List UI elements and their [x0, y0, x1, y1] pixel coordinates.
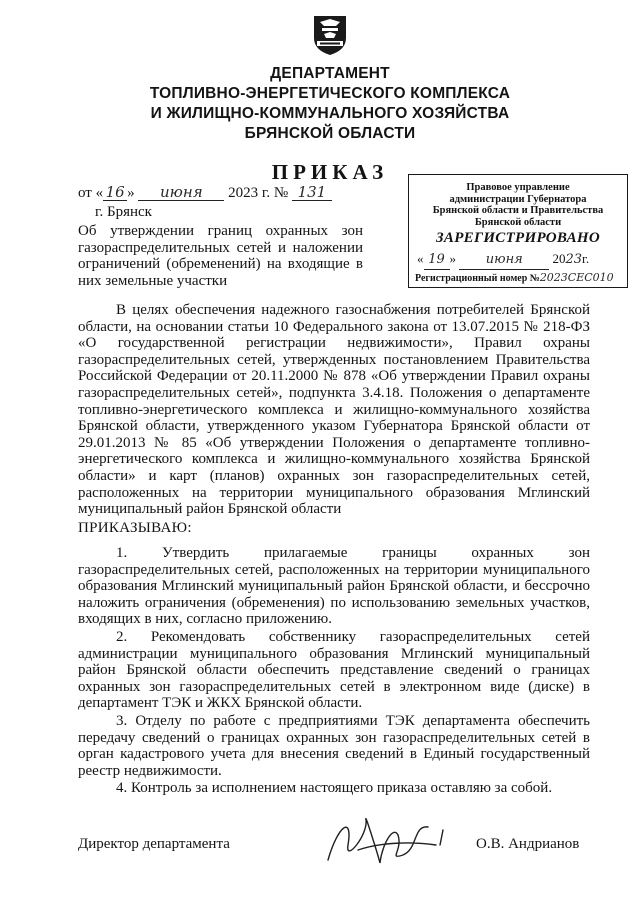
signature-position: Директор департамента	[78, 836, 230, 852]
decree-word: ПРИКАЗЫВАЮ:	[78, 520, 192, 536]
registration-date: « 19 » июня 2023г.	[417, 253, 589, 270]
registration-org-line: Брянской области и Правительства	[432, 205, 604, 216]
order-month: июня	[138, 183, 224, 201]
registration-year: 23	[565, 252, 583, 267]
signatory-name: О.В. Андрианов	[476, 836, 580, 852]
order-item: 1. Утвердить прилагаемые границы охранных зон газораспределительных сетей, расположенных на территории муниципального образования Мглинский муниципальный район Брянской области, и бессрочно наложить ограничения (обременения) по использованию земельных участков, входящих в них, согласно приложению.	[78, 545, 590, 628]
registration-org	[409, 182, 627, 228]
order-number: 131	[292, 183, 332, 201]
registration-org-line: Правовое управление	[466, 182, 570, 193]
registration-org-line: администрации Губернатора	[449, 193, 587, 205]
order-city: г. Брянск	[95, 204, 152, 220]
quote-open: «	[95, 185, 104, 201]
department-line: ТОПЛИВНО-ЭНЕРГЕТИЧЕСКОГО КОМПЛЕКСА	[149, 85, 511, 102]
department-line: БРЯНСКОЙ ОБЛАСТИ	[244, 125, 416, 142]
order-items	[78, 545, 590, 798]
brynsk-coat-of-arms-icon	[312, 14, 348, 56]
order-item: 3. Отделу по работе с предприятиями ТЭК департамента обеспечить передачу сведений о границах охранных зон газораспределительных сетей в орган кадастрового учета для внесения сведений в Единый государственный реестр недвижимости.	[78, 712, 590, 779]
number-label: №	[273, 185, 289, 201]
order-item: 4. Контроль за исполнением настоящего приказа оставляю за собой.	[116, 780, 553, 797]
preamble-text: В целях обеспечения надежного газоснабжения потребителей Брянской области, на основании статьи 10 Федерального закона от 13.07.2015 № 218-ФЗ «О государственной регистрации недвижимости», Правил охраны газораспределительных сетей, утвержденных постановлением Правительства Российской Федерации от 20.11.2000 № 878 «Об утверждении Правил охраны газораспределительных сетей», подпункта 3.4.18. Положения о департаменте топливно-энергетического комплекса и жилищно-коммунального хозяйства Брянской области, утвержденного указом Губернатора Брянской области от 29.01.2013 № 85 «Об утверждении Положения о департаменте топливно-энергетического комплекса и жилищно-коммунального хозяйства Брянской области» и карт (планов) охранных зон газораспределительных сетей, расположенных на территории муниципального образования Мглинский муниципальный район Брянской области	[78, 302, 590, 518]
order-date-line	[78, 183, 332, 202]
order-title: ПРИКАЗ	[271, 160, 389, 184]
preamble	[78, 302, 590, 518]
registered-label: ЗАРЕГИСТРИРОВАНО	[435, 230, 601, 246]
registration-stamp	[408, 174, 628, 288]
handwritten-signature	[318, 805, 458, 875]
registration-month: июня	[459, 254, 549, 270]
registration-year-end: г.	[582, 251, 590, 266]
order-day: 16	[103, 183, 127, 201]
department-header	[130, 64, 530, 144]
from-label: от	[78, 185, 92, 201]
department-line: И ЖИЛИЩНО-КОММУНАЛЬНОГО ХОЗЯЙСТВА	[150, 105, 510, 122]
department-line: ДЕПАРТАМЕНТ	[270, 65, 390, 82]
registration-day: 19	[424, 254, 450, 270]
quote-close: »	[127, 185, 135, 201]
registration-number: 2023СЕС010	[539, 271, 614, 284]
registration-year-prefix: 20	[552, 251, 566, 266]
registration-number-label: Регистрационный номер №	[415, 273, 540, 284]
registration-org-line: Брянской области	[474, 216, 562, 228]
order-subject: Об утверждении границ охранных зон газораспределительных сетей и наложении ограничений (обременений) на входящие в них земельные участки	[78, 223, 363, 289]
registration-number-line	[415, 272, 614, 285]
order-year: 2023 г.	[228, 185, 271, 201]
order-item: 2. Рекомендовать собственнику газораспределительных сетей администрации муниципального образования Мглинский муниципальный район Брянской области обеспечить представление сведений о границах охранных зон газораспределительных сетей в электронном виде (диске) в департамент ТЭК и ЖКХ Брянской области.	[78, 628, 590, 712]
